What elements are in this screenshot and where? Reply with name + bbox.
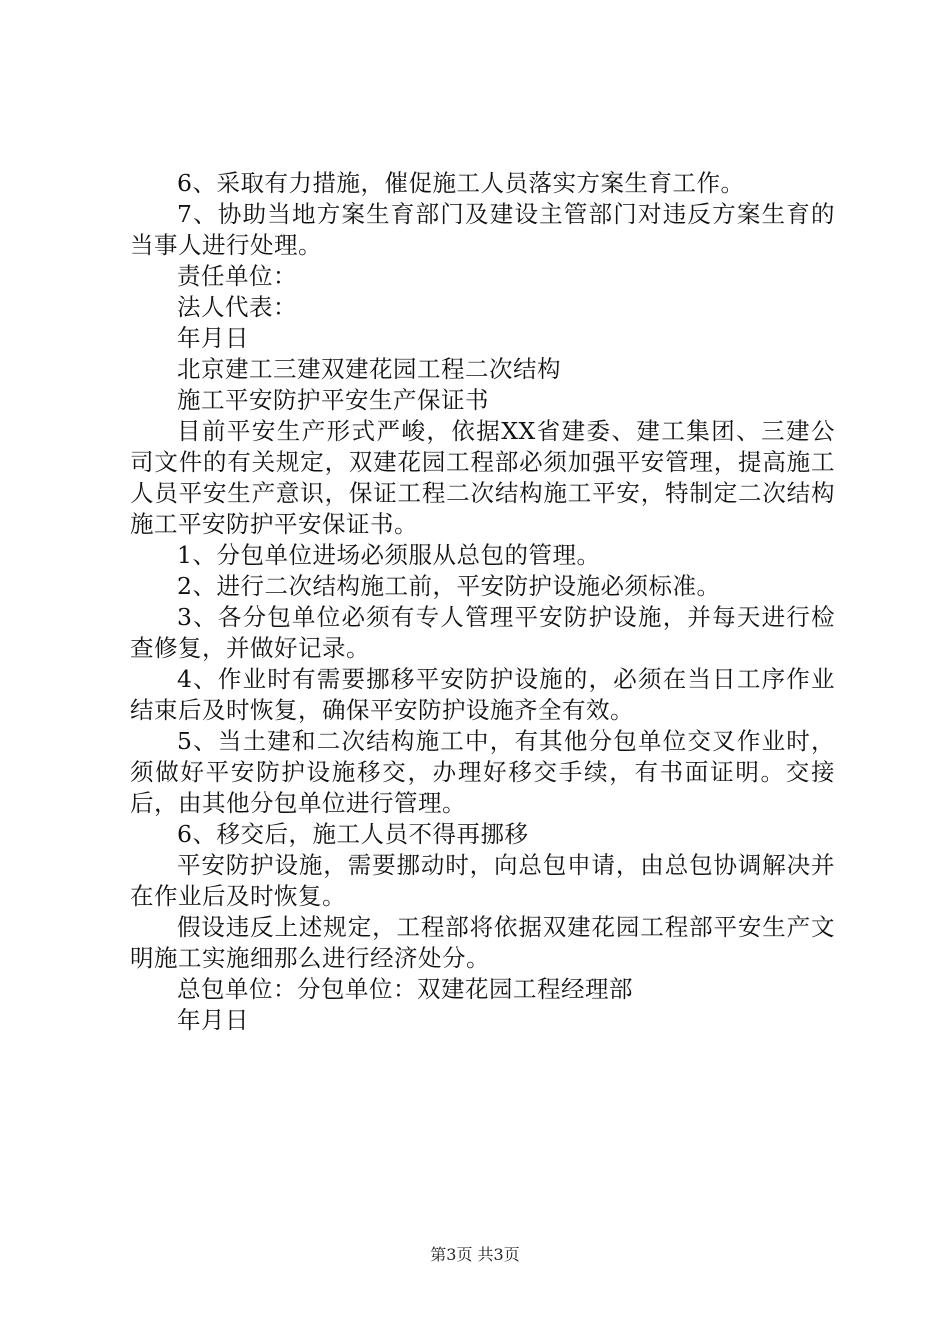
document-title-line-1: 北京建工三建双建花园工程二次结构	[177, 355, 561, 383]
document-title-line-2: 施工平安防护平安生产保证书	[177, 386, 489, 414]
list-item: 1、分包单位进场必须服从总包的管理。	[177, 541, 601, 569]
signature-line: 总包单位：分包单位：双建花园工程经理部	[177, 975, 633, 1003]
paragraph: 平安防护设施，需要挪动时，向总包申请，由总包协调解决并在作业后及时恢复。	[130, 851, 835, 910]
date-line: 年月日	[177, 1006, 249, 1034]
list-item: 3、各分包单位必须有专人管理平安防护设施，并每天进行检查修复，并做好记录。	[130, 603, 835, 662]
signature-unit-line: 责任单位：	[177, 262, 297, 290]
paragraph: 7、协助当地方案生育部门及建设主管部门对违反方案生育的当事人进行处理。	[130, 200, 835, 259]
document-body	[130, 168, 835, 1036]
signature-representative-line: 法人代表：	[177, 293, 297, 321]
page-number: 第3页 共3页	[430, 1245, 520, 1264]
list-item: 4、作业时有需要挪移平安防护设施的，必须在当日工序作业结束后及时恢复，确保平安防护设施齐全有效。	[130, 665, 835, 724]
paragraph: 假设违反上述规定，工程部将依据双建花园工程部平安生产文明施工实施细那么进行经济处分。	[130, 913, 835, 972]
list-item: 5、当土建和二次结构施工中，有其他分包单位交叉作业时，须做好平安防护设施移交，办理好移交手续，有书面证明。交接后，由其他分包单位进行管理。	[130, 727, 835, 817]
date-line: 年月日	[177, 324, 249, 352]
list-item: 2、进行二次结构施工前，平安防护设施必须标准。	[177, 572, 721, 600]
paragraph: 目前平安生产形式严峻，依据XX省建委、建工集团、三建公司文件的有关规定，双建花园工程部必须加强平安管理，提高施工人员平安生产意识，保证工程二次结构施工平安，特制定二次结构施工平安防护平安保证书。	[130, 417, 835, 538]
paragraph: 6、采取有力措施，催促施工人员落实方案生育工作。	[177, 169, 745, 197]
list-item: 6、移交后，施工人员不得再挪移	[177, 820, 529, 848]
